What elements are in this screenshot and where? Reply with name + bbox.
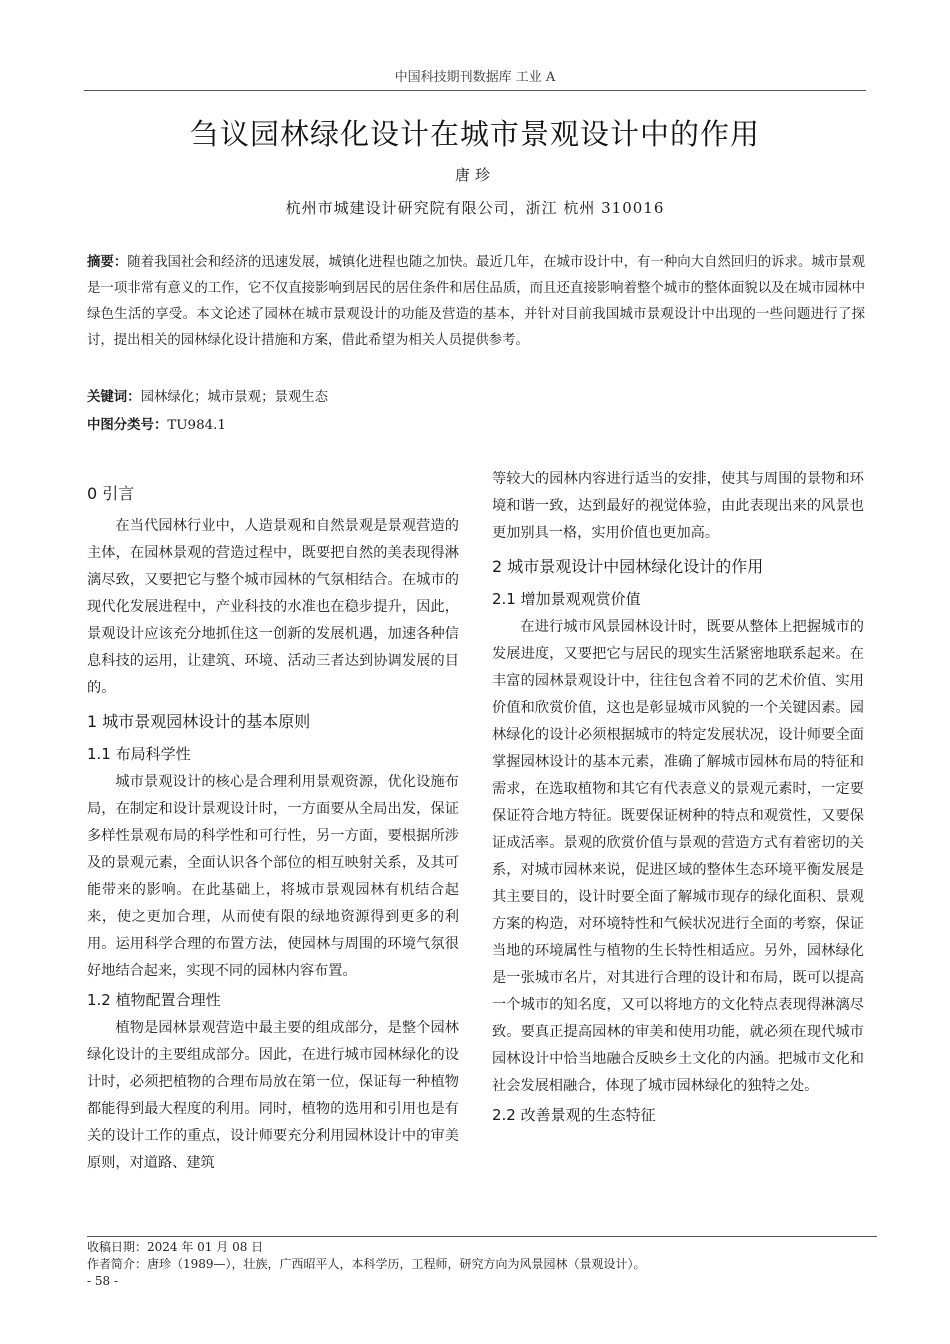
- section-1-1-heading: 1.1 布局科学性: [87, 745, 191, 763]
- section-1-1-paragraph: 城市景观设计的核心是合理利用景观资源，优化设施布局，在制定和设计景观设计时，一方面要从全局出发，保证多样性景观布局的科学性和可行性，另一方面，要根据所涉及的景观元素，全面认识各个部位的相互映射关系，及其可能带来的影响。在此基础上，将城市景观园林有机结合起来，使之更加合理，从而使有限的绿地资源得到更多的利用。运用科学合理的布置方法，使园林与周围的环境气氛很好地结合起来，实现不同的园林内容布置。: [87, 774, 459, 979]
- section-1-2-heading: 1.2 植物配置合理性: [87, 991, 221, 1009]
- right-column: [492, 466, 864, 1130]
- journal-header: 中国科技期刊数据库 工业 A: [84, 66, 866, 91]
- section-1-heading: 1 城市景观园林设计的基本原则: [87, 712, 311, 731]
- section-2-1-heading: 2.1 增加景观观赏价值: [492, 590, 641, 608]
- footnote: [87, 1236, 877, 1290]
- section-1-2-paragraph: 植物是园林景观营造中最主要的组成部分，是整个园林绿化设计的主要组成部分。因此，在进行城市园林绿化的设计时，必须把植物的合理布局放在第一位，保证每一种植物都能得到最大程度的利用。同时，植物的选用和引用也是有关的设计工作的重点，设计师要充分利用园林设计中的审美原则，对道路、建筑: [87, 1020, 459, 1171]
- classification-label: 中图分类号：: [87, 418, 168, 433]
- abstract: [87, 250, 865, 354]
- section-0-heading: 0 引言: [87, 484, 135, 503]
- classification-text: TU984.1: [167, 418, 226, 433]
- paper-title: 刍议园林绿化设计在城市景观设计中的作用: [189, 117, 760, 151]
- received-date: 收稿日期：2024 年 01 月 08 日: [87, 1240, 264, 1254]
- keywords-text: 园林绿化；城市景观；景观生态: [140, 390, 329, 405]
- keywords: [87, 386, 865, 405]
- author-bio: 作者简介：唐珍（1989—），壮族，广西昭平人，本科学历，工程师，研究方向为风景园林（景观设计）。: [87, 1257, 646, 1271]
- keywords-label: 关键词：: [87, 390, 141, 405]
- section-2-heading: 2 城市景观设计中园林绿化设计的作用: [492, 557, 764, 576]
- continued-paragraph: 等较大的园林内容进行适当的安排，使其与周围的景物和环境和谐一致，达到最好的视觉体验，由此表现出来的风景也更加别具一格，实用价值也更加高。: [492, 471, 864, 541]
- section-2-1-paragraph: 在进行城市风景园林设计时，既要从整体上把握城市的发展进度，又要把它与居民的现实生活紧密地联系起来。在丰富的园林景观设计中，往往包含着不同的艺术价值、实用价值和欣赏价值，这也是彰显城市风貌的一个关键因素。园林绿化的设计必须根据城市的特定发展状况，设计师要全面掌握园林设计的基本元素，准确了解城市园林布局的特征和需求，在选取植物和其它有代表意义的景观元素时，一定要保证符合地方特征。既要保证树种的特点和观赏性，又要保证成活率。景观的欣赏价值与景观的营造方式有着密切的关系，对城市园林来说，促进区域的整体生态环境平衡发展是其主要目的，设计时要全面了解城市现存的绿化面积、景观方案的构造，对环境特性和气候状况进行全面的考察，保证当地的环境属性与植物的生长特性相适应。另外，园林绿化是一张城市名片，对其进行合理的设计和布局，既可以提高一个城市的知名度，又可以将地方的文化特点表现得淋漓尽致。要真正提高园林的审美和使用功能，就必须在现代城市园林设计中恰当地融合反映乡土文化的内涵。把城市文化和社会发展相融合，体现了城市园林绿化的独特之处。: [492, 619, 864, 1094]
- author-name: 唐珍: [454, 166, 495, 184]
- section-2-2-heading: 2.2 改善景观的生态特征: [492, 1106, 656, 1124]
- section-0-paragraph: 在当代园林行业中，人造景观和自然景观是景观营造的主体，在园林景观的营造过程中，既要把自然的美表现得淋漓尽致，又要把它与整个城市园林的气氛相结合。在城市的现代化发展进程中，产业科技的水准也在稳步提升，因此，景观设计应该充分地抓住这一创新的发展机遇，加速各种信息科技的运用，让建筑、环境、活动三者达到协调发展的目的。: [87, 518, 459, 696]
- left-column: [87, 474, 459, 1177]
- author-affiliation: 杭州市城建设计研究院有限公司，浙江 杭州 310016: [285, 199, 665, 217]
- page-number: - 58 -: [87, 1274, 119, 1288]
- abstract-label: 摘要：: [87, 255, 128, 270]
- classification: [87, 414, 865, 433]
- abstract-text: 随着我国社会和经济的迅速发展，城镇化进程也随之加快。最近几年，在城市设计中，有一种向大自然回归的诉求。城市景观是一项非常有意义的工作，它不仅直接影响到居民的居住条件和居住品质，而且还直接影响着整个城市的整体面貌以及在城市园林中绿色生活的享受。本文论述了园林在城市景观设计的功能及营造的基本，并针对目前我国城市景观设计中出现的一些问题进行了探讨，提出相关的园林绿化设计措施和方案，借此希望为相关人员提供参考。: [87, 255, 866, 348]
